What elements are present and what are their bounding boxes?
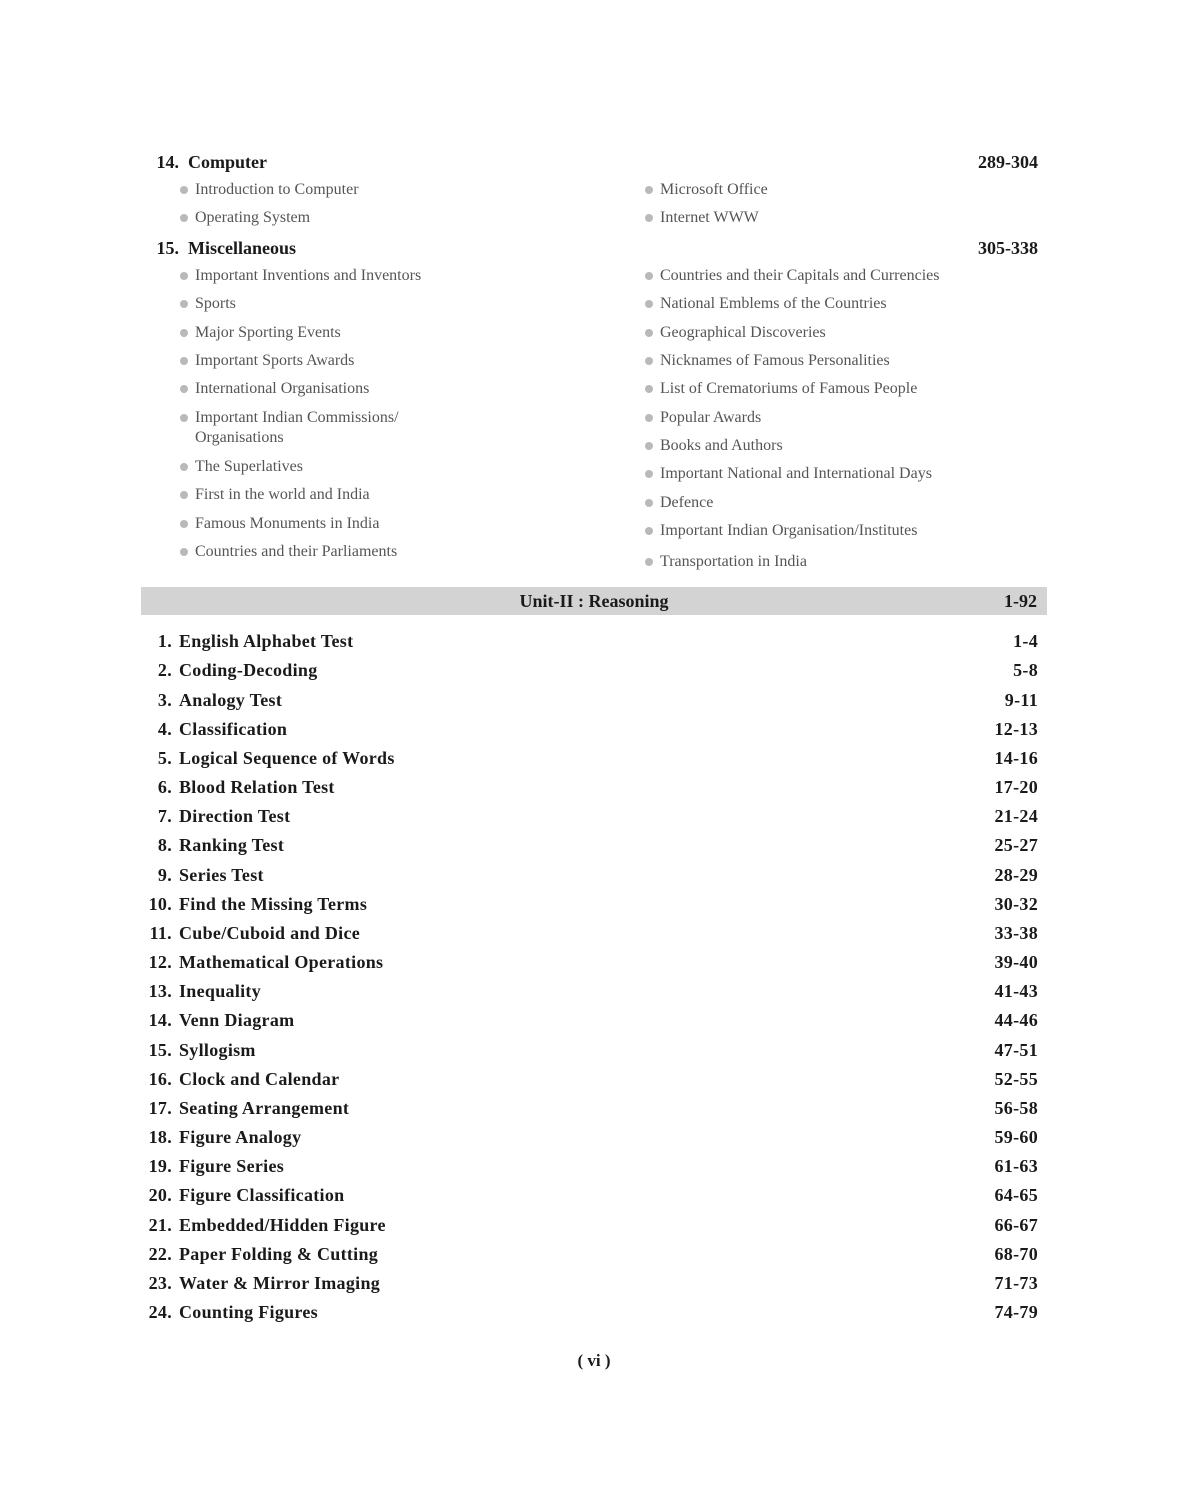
topic-item: Popular Awards [645,408,761,428]
topic-item: Countries and their Parliaments [180,542,397,562]
chapter-number: 3. [157,690,172,710]
bullet-icon [645,385,653,393]
chapter-title: Direction Test [179,806,291,826]
topic-item: Important Sports Awards [180,351,354,371]
chapter-title: Ranking Test [179,835,285,855]
topic-item: Important Inventions and Inventors [180,266,421,286]
bullet-icon [645,558,653,566]
toc-row [140,1125,1038,1149]
bullet-icon [645,329,653,337]
bullet-icon [645,214,653,222]
topic-item: International Organisations [180,379,369,399]
chapter-title: Series Test [179,865,264,885]
chapter-title: Syllogism [179,1040,256,1060]
topic-item: Major Sporting Events [180,323,341,343]
chapter-title: Counting Figures [179,1302,318,1322]
chapter-pages: 68-70 [994,1244,1038,1264]
bullet-icon [645,470,653,478]
chapter-heading [148,236,1038,260]
toc-row [140,1067,1038,1091]
chapter-pages: 21-24 [994,806,1038,826]
toc-row [140,717,1038,741]
bullet-icon [645,442,653,450]
toc-row [140,892,1038,916]
bullet-icon [180,357,188,365]
topic-item: Important Indian Commissions/ Organisations [180,408,435,448]
chapter-title: Seating Arrangement [179,1098,350,1118]
chapter-number: 1. [157,631,172,651]
chapter-number: 14. [156,151,179,172]
toc-row [140,688,1038,712]
chapter-heading [148,150,1038,174]
chapter-number: 21. [148,1215,172,1235]
topic-item: Introduction to Computer [180,180,359,200]
chapter-pages: 41-43 [994,981,1038,1001]
chapter-pages: 17-20 [994,777,1038,797]
toc-row [140,1213,1038,1237]
chapter-title: Embedded/Hidden Figure [179,1215,386,1235]
bullet-icon [180,491,188,499]
chapter-pages: 39-40 [994,952,1038,972]
topic-item: Important Indian Organisation/Institutes [645,521,917,541]
topic-item: List of Crematoriums of Famous People [645,379,917,399]
bullet-icon [180,300,188,308]
chapter-pages: 289-304 [978,152,1038,172]
topic-item: Countries and their Capitals and Currencies [645,266,939,286]
chapter-pages: 33-38 [994,923,1038,943]
chapter-pages: 56-58 [994,1098,1038,1118]
chapter-title: Paper Folding & Cutting [179,1244,379,1264]
toc-row [140,921,1038,945]
chapter-number: 12. [148,952,172,972]
chapter-title: Cube/Cuboid and Dice [179,923,361,943]
toc-row [140,863,1038,887]
toc-row [140,775,1038,799]
topic-item: The Superlatives [180,457,303,477]
bullet-icon [180,214,188,222]
unit-pages: 1-92 [1004,591,1037,611]
chapter-title: Miscellaneous [188,237,296,258]
chapter-title: Figure Analogy [179,1127,302,1147]
toc-row [140,833,1038,857]
topic-item: Transportation in India [645,552,807,572]
topic-item: Defence [645,493,713,513]
chapter-title: Figure Series [179,1156,285,1176]
toc-row [140,1008,1038,1032]
chapter-number: 9. [157,865,172,885]
chapter-title: Venn Diagram [179,1010,295,1030]
chapter-number: 15. [148,1040,172,1060]
chapter-pages: 61-63 [994,1156,1038,1176]
chapter-pages: 14-16 [994,748,1038,768]
chapter-pages: 30-32 [994,894,1038,914]
chapter-number: 4. [157,719,172,739]
chapter-pages: 74-79 [994,1302,1038,1322]
chapter-number: 17. [148,1098,172,1118]
topic-item: Operating System [180,208,310,228]
chapter-number: 11. [149,923,172,943]
chapter-number: 24. [148,1302,172,1322]
topic-item: National Emblems of the Countries [645,294,887,314]
toc-row [140,804,1038,828]
bullet-icon [645,499,653,507]
bullet-icon [180,186,188,194]
chapter-pages: 44-46 [994,1010,1038,1030]
chapter-title: Classification [179,719,288,739]
toc-row [140,979,1038,1003]
chapter-pages: 28-29 [994,865,1038,885]
chapter-pages: 5-8 [1013,660,1038,680]
toc-row [140,658,1038,682]
chapter-number: 22. [148,1244,172,1264]
chapter-pages: 9-11 [1004,690,1038,710]
chapter-pages: 66-67 [994,1215,1038,1235]
page-number: ( vi ) [577,1351,611,1370]
chapter-pages: 1-4 [1013,631,1038,651]
bullet-icon [180,520,188,528]
bullet-icon [180,463,188,471]
chapter-number: 16. [148,1069,172,1089]
bullet-icon [645,186,653,194]
chapter-number: 15. [156,237,179,258]
bullet-icon [645,414,653,422]
bullet-icon [180,272,188,280]
chapter-title: Clock and Calendar [179,1069,340,1089]
chapter-title: Find the Missing Terms [179,894,368,914]
bullet-icon [645,272,653,280]
bullet-icon [180,329,188,337]
chapter-title: Figure Classification [179,1185,345,1205]
bullet-icon [180,548,188,556]
bullet-icon [180,414,188,422]
chapter-number: 6. [157,777,172,797]
chapter-number: 14. [148,1010,172,1030]
toc-row [140,1038,1038,1062]
chapter-title: Blood Relation Test [179,777,335,797]
chapter-pages: 25-27 [994,835,1038,855]
toc-row [140,629,1038,653]
topic-item: Sports [180,294,236,314]
chapter-pages: 305-338 [978,238,1038,258]
chapter-title: Inequality [179,981,262,1001]
chapter-number: 18. [148,1127,172,1147]
chapter-title: Mathematical Operations [179,952,384,972]
topic-item: Geographical Discoveries [645,323,826,343]
topic-item: Nicknames of Famous Personalities [645,351,890,371]
chapter-number: 10. [148,894,172,914]
chapter-title: Logical Sequence of Words [179,748,395,768]
bullet-icon [180,385,188,393]
chapter-number: 19. [148,1156,172,1176]
chapter-number: 2. [157,660,172,680]
chapter-title: Computer [188,151,267,172]
unit-header-bar [141,587,1047,615]
toc-row [140,1154,1038,1178]
chapter-pages: 59-60 [994,1127,1038,1147]
bullet-icon [645,527,653,535]
chapter-pages: 64-65 [994,1185,1038,1205]
toc-row [140,1096,1038,1120]
topic-item: Important National and International Days [645,464,932,484]
chapter-title: Coding-Decoding [179,660,318,680]
bullet-icon [645,300,653,308]
bullet-icon [645,357,653,365]
chapter-pages: 47-51 [994,1040,1038,1060]
toc-row [140,1183,1038,1207]
chapter-pages: 12-13 [994,719,1038,739]
toc-row [140,1300,1038,1324]
topic-item: First in the world and India [180,485,370,505]
chapter-number: 20. [148,1185,172,1205]
chapter-number: 5. [157,748,172,768]
chapter-number: 7. [157,806,172,826]
chapter-title: Water & Mirror Imaging [179,1273,381,1293]
topic-item: Famous Monuments in India [180,514,379,534]
toc-row [140,746,1038,770]
chapter-number: 23. [148,1273,172,1293]
topic-item: Microsoft Office [645,180,768,200]
topic-item: Books and Authors [645,436,783,456]
unit-title: Unit-II : Reasoning [519,591,669,611]
toc-row [140,1242,1038,1266]
chapter-pages: 52-55 [994,1069,1038,1089]
chapter-number: 8. [157,835,172,855]
chapter-title: English Alphabet Test [179,631,354,651]
chapter-title: Analogy Test [179,690,283,710]
chapter-number: 13. [148,981,172,1001]
topic-item: Internet WWW [645,208,759,228]
chapter-pages: 71-73 [994,1273,1038,1293]
toc-row [140,1271,1038,1295]
toc-row [140,950,1038,974]
